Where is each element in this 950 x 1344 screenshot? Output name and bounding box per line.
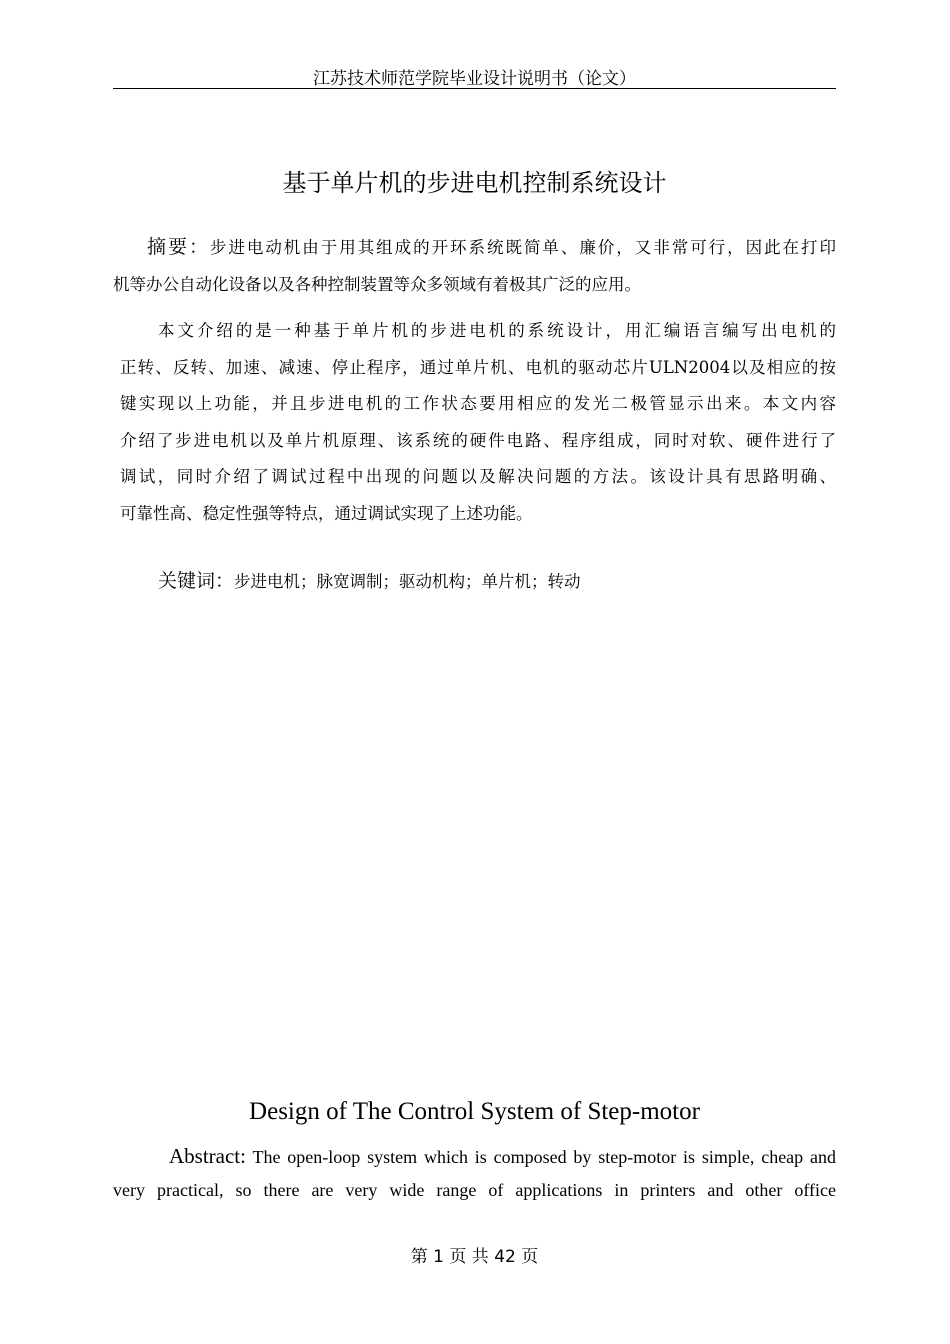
english-title: Design of The Control System of Step-motor bbox=[249, 1098, 700, 1125]
running-header: 江苏技术师范学院毕业设计说明书（论文） bbox=[313, 69, 636, 89]
abstract-cn-line: 调试，同时介绍了调试过程中出现的问题以及解决问题的方法。该设计具有思路明确、 bbox=[120, 467, 836, 486]
chinese-title: 基于单片机的步进电机控制系统设计 bbox=[282, 169, 667, 197]
abstract-cn-line: 机等办公自动化设备以及各种控制装置等众多领域有着极其广泛的应用。 bbox=[113, 274, 641, 294]
abstract-en-label: Abstract: bbox=[169, 1144, 246, 1168]
keywords-cn-text: 步进电机；脉宽调制；驱动机构；单片机；转动 bbox=[234, 572, 581, 591]
abstract-en-text: The open-loop system which is composed by step-motor is simple, cheap and very practical, so there are very wide range of applications in printers and other office bbox=[113, 1147, 836, 1200]
abstract-cn-paragraph-1 bbox=[113, 229, 836, 303]
abstract-cn-line: 摘要：步进电动机由于用其组成的开环系统既简单、廉价，又非常可行，因此在打印 bbox=[147, 236, 836, 258]
header-rule bbox=[113, 88, 836, 89]
abstract-cn-line: 正转、反转、加速、减速、停止程序，通过单片机、电机的驱动芯片ULN2004以及相应的按 bbox=[120, 357, 836, 377]
keywords-cn bbox=[158, 566, 581, 593]
abstract-cn-label: 摘要： bbox=[147, 236, 210, 258]
abstract-en-paragraph bbox=[113, 1140, 836, 1207]
abstract-cn-paragraph-2 bbox=[120, 313, 836, 532]
abstract-cn-line: 键实现以上功能，并且步进电机的工作状态要用相应的发光二极管显示出来。本文内容 bbox=[120, 394, 836, 413]
abstract-cn-line: 介绍了步进电机以及单片机原理、该系统的硬件电路、程序组成，同时对软、硬件进行了 bbox=[120, 430, 836, 450]
abstract-cn-line: 本文介绍的是一种基于单片机的步进电机的系统设计，用汇编语言编写出电机的 bbox=[158, 321, 836, 340]
page-footer: 第 1 页 共 42 页 bbox=[410, 1247, 539, 1267]
keywords-cn-label: 关键词： bbox=[158, 570, 235, 592]
abstract-cn-line: 可靠性高、稳定性强等特点，通过调试实现了上述功能。 bbox=[120, 503, 533, 523]
